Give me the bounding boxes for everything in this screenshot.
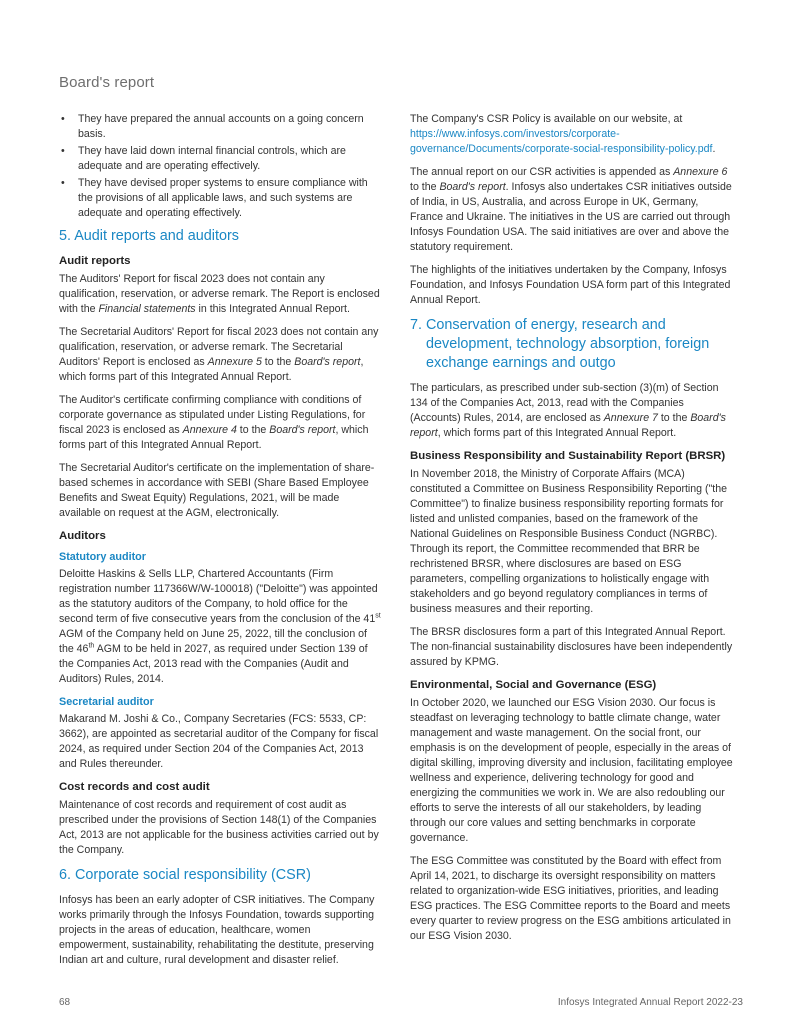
- subheading-secretarial-auditor: Secretarial auditor: [59, 696, 154, 708]
- bullet-icon: •: [61, 177, 65, 189]
- list-item: • They have laid down internal financial controls, which are adequate and are operating effectively.: [61, 145, 346, 172]
- subheading-audit-reports: Audit reports: [59, 255, 131, 267]
- section-heading-conservation-of-energy: 7. Conservation of energy, research and development, technology absorption, foreign exchange earnings and outgo: [410, 317, 710, 371]
- paragraph-esg-committee: The ESG Committee was constituted by the Board with effect from April 14, 2021, to discharge its oversight responsibility on matters related to organization-wide ESG initiatives, priorities, and leading ESG practices. The ESG Committee reports to the Board and meets every quarter to review progress on the ESG ambitions articulated in our ESG Vision 2030.: [410, 855, 731, 942]
- paragraph-secretarial-auditor: Makarand M. Joshi & Co., Company Secretaries (FCS: 5533, CP: 3662), are appointed as secretarial auditor of the Company for fiscal 2024, as required under Section 204 of the Companies Act, 2013 and Rules thereunder.: [59, 713, 379, 770]
- paragraph-statutory-auditor: Deloitte Haskins & Sells LLP, Chartered Accountants (Firm registration number 117366W/W-100018) ("Deloitte") was appointed as the statutory auditors of the Company, to hold office for the second term of five consecutive years from the conclusion of the 41st AGM of the Company held on June 25, 2022, till the conclusion of the 46th AGM to be held in 2027, as required under Section 139 of the Companies Act, 2013 read with the Companies (Audit and Auditors) Rules, 2014.: [59, 568, 381, 685]
- subheading-esg: Environmental, Social and Governance (ESG): [410, 679, 657, 691]
- left-column: [59, 112, 383, 976]
- right-column: [410, 112, 734, 952]
- paragraph-csr-highlights: The highlights of the initiatives undertaken by the Company, Infosys Foundation, and Infosys Foundation USA form part of this Integrated Annual Report.: [410, 264, 731, 306]
- paragraph-csr-intro: Infosys has been an early adopter of CSR initiatives. The Company works primarily through the Infosys Foundation, towards supporting projects in the areas of education, healthcare, women empowerment, sustainability, rehabilitating the destitute, preserving Indian art and culture, rural development and disaster relief.: [59, 894, 375, 966]
- paragraph-auditors-certificate: The Auditor's certificate confirming compliance with conditions of corporate governance as stipulated under Listing Regulations, for fiscal 2023 is enclosed as Annexure 4 to the Board's report, which forms part of this Integrated Annual Report.: [59, 394, 369, 451]
- subheading-cost-records: Cost records and cost audit: [59, 781, 210, 793]
- page-number: 68: [59, 997, 71, 1008]
- subheading-auditors: Auditors: [59, 530, 106, 542]
- list-item: • They have devised proper systems to ensure compliance with the provisions of all applicable laws, and such systems are adequate and operating effectively.: [61, 177, 368, 219]
- running-title: Board's report: [59, 74, 155, 91]
- subheading-statutory-auditor: Statutory auditor: [59, 551, 146, 563]
- paragraph-csr-annual-report: The annual report on our CSR activities is appended as Annexure 6 to the Board's report. Infosys also undertakes CSR initiatives outside of India, in US, Australia, and across Europe in UK, Germany, France and Ukraine. The initiatives in the US are carried out through Infosys Foundation USA. The said initiatives are over and above the statutory requirement.: [410, 166, 732, 253]
- paragraph-secretarial-auditor-certificate: The Secretarial Auditor's certificate on the implementation of share-based schemes in accordance with SEBI (Share Based Employee Benefits and Sweat Equity) Regulations, 2021, will be made available on request at the AGM, electronically.: [59, 462, 375, 519]
- list-item: • They have prepared the annual accounts on a going concern basis.: [61, 113, 364, 140]
- responsibility-bullet-list: [59, 112, 383, 221]
- paragraph-esg-vision: In October 2020, we launched our ESG Vision 2030. Our focus is steadfast on leveraging technology to battle climate change, water management and waste management. On the social front, our emphasis is on the development of people, especially in the areas of digital skilling, improving diversity and inclusion, facilitating employee wellness and experience, delivering technology for good and energizing the communities we work in. We are also redoubling our efforts to serve the interests of all our stakeholders, by leading through our core values and setting benchmarks in corporate governance.: [410, 697, 733, 844]
- paragraph-auditors-report: The Auditors' Report for fiscal 2023 does not contain any qualification, reservation, or adverse remark. The Report is enclosed with the Financial statements in this Integrated Annual Report.: [59, 273, 380, 315]
- paragraph-brsr-background: In November 2018, the Ministry of Corporate Affairs (MCA) constituted a Committee on Business Responsibility Reporting ("the Committee") to finalize business responsibility reporting formats for listed and unlisted companies, based on the framework of the National Guidelines on Responsible Business Conduct (NGRBC). Through its report, the Committee recommended that BRR be rechristened BRSR, where disclosures are based on ESG parameters, compelling organizations to holistically engage with stakeholders and go beyond regulatory compliances in terms of business measures and their reporting.: [410, 468, 728, 615]
- paragraph-cost-records: Maintenance of cost records and requirement of cost audit as prescribed under the provisions of Section 148(1) of the Companies Act, 2013 are not applicable for the business activities carried out by the Company.: [59, 799, 379, 856]
- bullet-icon: •: [61, 113, 65, 125]
- section-heading-csr: 6. Corporate social responsibility (CSR): [59, 867, 311, 883]
- bullet-icon: •: [61, 145, 65, 157]
- paragraph-conservation-particulars: The particulars, as prescribed under sub-section (3)(m) of Section 134 of the Companies Act, 2013, read with the Companies (Accounts) Rules, 2014, are enclosed as Annexure 7 to the Board's report, which forms part of this Integrated Annual Report.: [410, 382, 726, 439]
- footer-report-title: Infosys Integrated Annual Report 2022-23: [557, 997, 743, 1008]
- section-heading-audit-reports-and-auditors: 5. Audit reports and auditors: [59, 228, 239, 244]
- paragraph-csr-policy: The Company's CSR Policy is available on our website, at https://www.infosys.com/investors/corporate-governance/Documents/corporate-social-responsibility-policy.pdf.: [410, 113, 716, 155]
- csr-policy-link[interactable]: https://www.infosys.com/investors/corporate-governance/Documents/corporate-social-responsibility-policy.pdf: [410, 128, 713, 155]
- paragraph-brsr-disclosures: The BRSR disclosures form a part of this Integrated Annual Report. The non-financial sustainability disclosures have been independently assured by KPMG.: [410, 626, 733, 668]
- subheading-brsr: Business Responsibility and Sustainability Report (BRSR): [410, 450, 726, 462]
- paragraph-secretarial-auditors-report: The Secretarial Auditors' Report for fiscal 2023 does not contain any qualification, reservation, or adverse remark. The Secretarial Auditors' Report is enclosed as Annexure 5 to the Board's report, which forms part of this Integrated Annual Report.: [59, 326, 379, 383]
